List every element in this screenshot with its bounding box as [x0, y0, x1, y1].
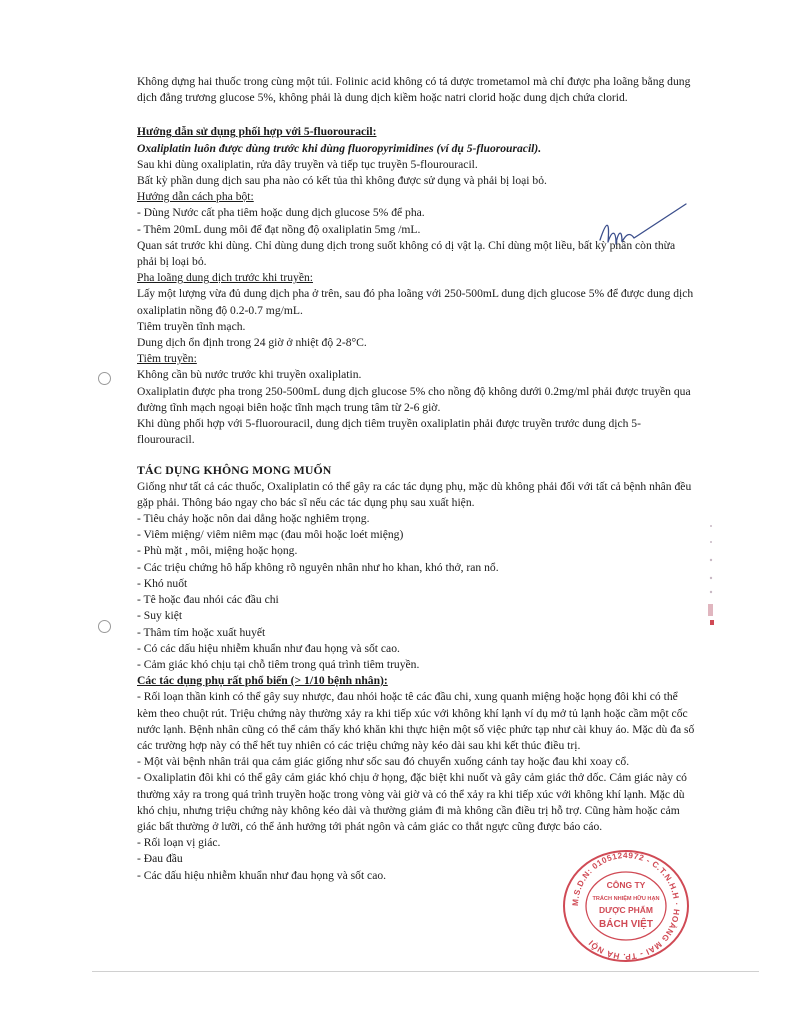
handwritten-signature — [596, 200, 688, 256]
list-item: - Oxaliplatin đôi khi có thể gây cảm giác khó chịu ở họng, đặc biệt khi nuốt và gây cảm giác thở dốc. Cảm giác này có thường xảy ra trong quá trình truyền hoặc trong vòng vài giờ và có thể xảy ra khi tiếp xúc với không khí lạnh. Mặc dù khó chịu, nhưng triệu chứng này không kéo dài và thường giảm đi mà không cần điều trị hỗ trợ. Cũng hàm hoặc cảm giác bất thường ở lưỡi, có thể ảnh hưởng tới phát ngôn và cảm giác co thắt ngực cũng được báo cáo. — [137, 771, 687, 833]
svg-text:DƯỢC PHẨM: DƯỢC PHẨM — [599, 905, 653, 915]
section-heading-very-common: Các tác dụng phụ rất phổ biến (> 1/10 bệnh nhân): — [137, 674, 388, 688]
text-line: Oxaliplatin được pha trong 250-500mL dung dịch glucose 5% cho nồng độ không dưới 0.2mg/ml phải được truyền qua đường tĩnh mạch ngoại biên hoặc tĩnh mạch trung tâm từ 2-6 giờ. — [137, 384, 691, 414]
list-item: - Tê hoặc đau nhói các đầu chi — [137, 593, 279, 607]
text-line: Tiêm truyền tĩnh mạch. — [137, 319, 246, 333]
svg-text:CÔNG TY: CÔNG TY — [606, 880, 646, 890]
punch-hole-top — [98, 372, 111, 385]
list-item: - Cảm giác khó chịu tại chỗ tiêm trong quá trình tiêm truyền. — [137, 657, 420, 671]
list-item: - Một vài bệnh nhân trải qua cảm giác giống như sốc sau đó chuyển xuống cánh tay hoặc đau khi xoay cổ. — [137, 755, 630, 769]
list-item: - Phù mặt , môi, miệng hoặc họng. — [137, 544, 298, 558]
edge-stamp-fragment — [703, 520, 719, 630]
section-heading-infusion: Tiêm truyền: — [137, 352, 197, 366]
text-line: Khi dùng phối hợp với 5-fluorouracil, dung dịch tiêm truyền oxaliplatin phải được truyền trước dung dịch 5-flourouracil. — [137, 417, 641, 447]
text-line: Giống như tất cả các thuốc, Oxaliplatin có thể gây ra các tác dụng phụ, mặc dù không phải đối với tất cả bệnh nhân đều gặp phải. Thông báo ngay cho bác sĩ nếu các tác dụng phụ sau xuất hiện. — [137, 479, 692, 509]
section-heading-reconstitution: Hướng dẫn cách pha bột: — [137, 190, 254, 204]
list-item: - Các triệu chứng hô hấp không rõ nguyên nhân như ho khan, khó thở, ran nổ. — [137, 560, 499, 574]
paragraph: Không dựng hai thuốc trong cùng một túi. Folinic acid không có tá dược trometamol mà chỉ được pha loãng bằng dung dịch đẳng trương glucose 5%, không phải là dung dịch kiềm hoặc natri clorid hoặc dung dịch chứa clorid. — [137, 75, 691, 105]
section-heading-dilution: Pha loãng dung dịch trước khi truyền: — [137, 271, 313, 285]
company-seal-stamp — [560, 848, 692, 964]
list-item: - Tiêu chảy hoặc nôn dai dẳng hoặc nghiêm trọng. — [137, 512, 370, 526]
text-line: - Thêm 20mL dung môi để đạt nồng độ oxaliplatin 5mg /mL. — [137, 222, 421, 236]
section-heading-5fu: Hướng dẫn sử dụng phối hợp với 5-fluorouracil: — [137, 125, 377, 139]
text-line: Không cần bù nước trước khi truyền oxaliplatin. — [137, 368, 362, 382]
svg-text:M.S.D.N: 0105124972 - C.T.N.H.: M.S.D.N: 0105124972 - C.T.N.H.H · HOÀNG MAI - TP. HÀ NỘI — [570, 850, 682, 962]
list-item: - Các dấu hiệu nhiễm khuẩn như đau họng và sốt cao. — [137, 868, 387, 882]
text-line: Bất kỳ phần dung dịch sau pha nào có kết tủa thì không được sử dụng và phải bị loại bỏ. — [137, 174, 547, 188]
list-item: - Rối loạn thần kinh có thể gây suy nhược, đau nhói hoặc tê các đầu chi, xung quanh miệng hoặc họng đôi khi có thể kèm theo chuột rút. Triệu chứng này thường xảy ra khi tiếp xúc với không khí lạnh ví dụ mở tủ lạnh hoặc cầm một cốc nước lạnh. Bệnh nhân cũng có thể cảm thấy khó khăn khi thực hiện một số việc phức tạp như cài khuy áo. Mặc dù đa số các trường hợp này có thể hết tuy nhiên có các triệu chứng này kéo dài sau khi kết thúc điều trị. — [137, 690, 695, 752]
list-item: - Thâm tím hoặc xuất huyết — [137, 625, 266, 639]
section-heading-adverse-effects: TÁC DỤNG KHÔNG MONG MUỐN — [137, 463, 332, 478]
document-body — [137, 74, 697, 884]
list-item: - Đau đầu — [137, 852, 183, 866]
list-item: - Khó nuốt — [137, 576, 188, 590]
text-line: Dung dịch ổn định trong 24 giờ ở nhiệt độ 2-8°C. — [137, 336, 367, 350]
text-line: Quan sát trước khi dùng. Chỉ dùng dung dịch trong suốt không có dị vật lạ. Chỉ dùng một liều, bất kỳ phần còn thừa phải bị loại bỏ. — [137, 238, 676, 269]
svg-text:BÁCH VIỆT: BÁCH VIỆT — [599, 919, 653, 930]
page-bottom-rule — [92, 971, 759, 972]
text-line: Sau khi dùng oxaliplatin, rửa dây truyền và tiếp tục truyền 5-flourouracil. — [137, 157, 478, 171]
svg-text:TRÁCH NHIỆM HỮU HẠN: TRÁCH NHIỆM HỮU HẠN — [592, 896, 660, 902]
list-item: - Viêm miệng/ viêm niêm mạc (đau môi hoặc loét miệng) — [137, 528, 404, 542]
text-line: - Dùng Nước cất pha tiêm hoặc dung dịch glucose 5% để pha. — [137, 206, 425, 220]
text-line: Lấy một lượng vừa đủ dung dịch pha ở trên, sau đó pha loãng với 250-500mL dung dịch glucose 5% để được dung dịch oxaliplatin nồng độ 0.2-0.7 mg/mL. — [137, 287, 694, 317]
list-item: - Có các dấu hiệu nhiễm khuẩn như đau họng và sốt cao. — [137, 641, 400, 655]
section-note: Oxaliplatin luôn được dùng trước khi dùng fluoropyrimidines (ví dụ 5-fluorouracil). — [137, 141, 542, 155]
list-item: - Suy kiệt — [137, 609, 183, 623]
list-item: - Rối loạn vị giác. — [137, 836, 221, 850]
punch-hole-bottom — [98, 620, 111, 633]
